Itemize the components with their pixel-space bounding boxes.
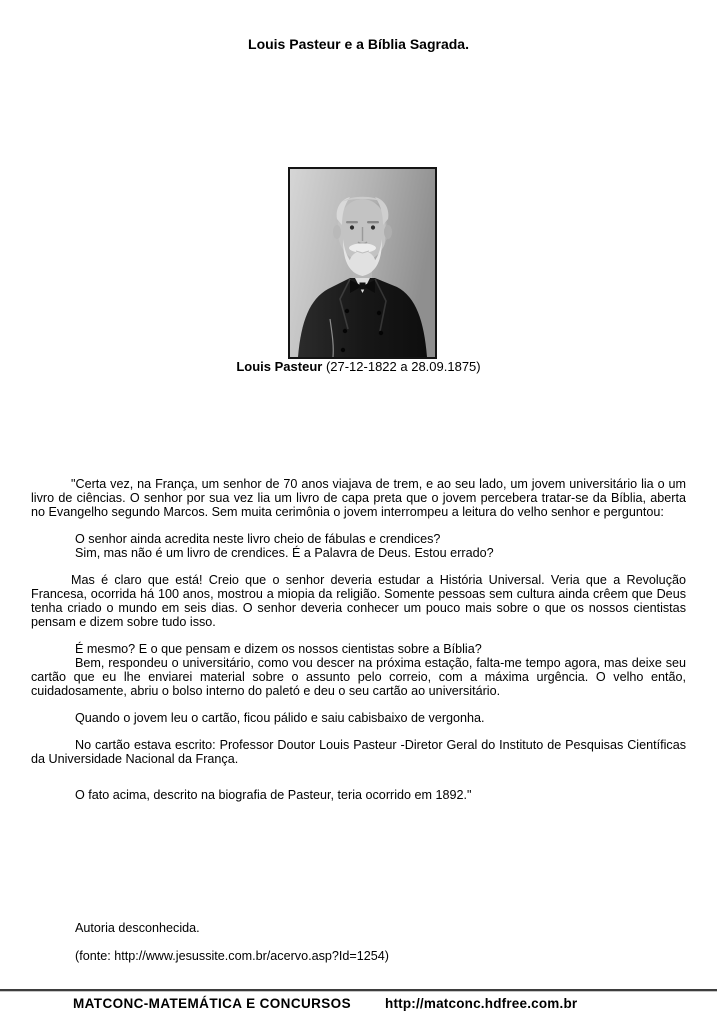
line-quando-o-jovem: Quando o jovem leu o cartão, ficou pálido e saiu cabisbaixo de vergonha.	[75, 711, 485, 725]
footer-divider	[0, 989, 717, 992]
dialog-line-1: O senhor ainda acredita neste livro cheio de fábulas e crendices?	[75, 532, 441, 546]
paragraph-certa-vez: "Certa vez, na França, um senhor de 70 anos viajava de trem, e ao seu lado, um jovem universitário lia o um livro de ciências. O senhor por sua vez lia um livro de capa preta que o jovem percebera tratar-se da Bíblia, aberta no Evangelho segundo Marcos. Sem muita cerimônia o jovem interrompeu a leitura do velho senhor e perguntou:	[31, 477, 686, 519]
story-text	[31, 477, 686, 802]
paragraph-mas-e-claro: Mas é claro que está! Creio que o senhor deveria estudar a História Universal. Veria que a Revolução Francesa, ocorrida há 100 anos, mostrou a miopia da religião. Somente pessoas sem cultura ainda crêem que Deus tenha criado o mundo em seis dias. O senhor deveria conhecer um pouco mais sobre o que os nossos cientistas pensam e dizem sobre tudo isso.	[31, 573, 686, 629]
dialog-line-2: Sim, mas não é um livro de crendices. É a Palavra de Deus. Estou errado?	[75, 546, 494, 560]
source-note: (fonte: http://www.jesussite.com.br/acervo.asp?Id=1254)	[75, 949, 389, 963]
line-o-fato-acima: O fato acima, descrito na biografia de Pasteur, teria ocorrido em 1892."	[75, 788, 472, 802]
photo-caption-name: Louis Pasteur	[236, 359, 323, 374]
photo-caption-dates: (27-12-1822 a 28.09.1875)	[322, 359, 481, 374]
pasteur-portrait-illustration	[290, 169, 435, 357]
dialog-line-3: É mesmo? E o que pensam e dizem os nossos cientistas sobre a Bíblia?	[75, 642, 482, 656]
paragraph-bem-respondeu: Bem, respondeu o universitário, como vou descer na próxima estação, falta-me tempo agora, mas deixe seu cartão que eu lhe enviarei material sobre o assunto pelo correio, com a máxima urgência. O velho então, cuidadosamente, abriu o bolso interno do paletó e deu o seu cartão ao universitário.	[31, 656, 686, 698]
paragraph-no-cartao: No cartão estava escrito: Professor Doutor Louis Pasteur -Diretor Geral do Instituto de Pesquisas Científicas da Universidade Nacional da França.	[31, 738, 686, 766]
document-title: Louis Pasteur e a Bíblia Sagrada.	[248, 36, 469, 52]
photo-caption	[0, 359, 717, 374]
pasteur-portrait	[288, 167, 437, 359]
authorship-note: Autoria desconhecida.	[75, 921, 200, 935]
footer-site-url: http://matconc.hdfree.com.br	[385, 996, 578, 1011]
footer-site-name: MATCONC-MATEMÁTICA E CONCURSOS	[73, 996, 351, 1011]
